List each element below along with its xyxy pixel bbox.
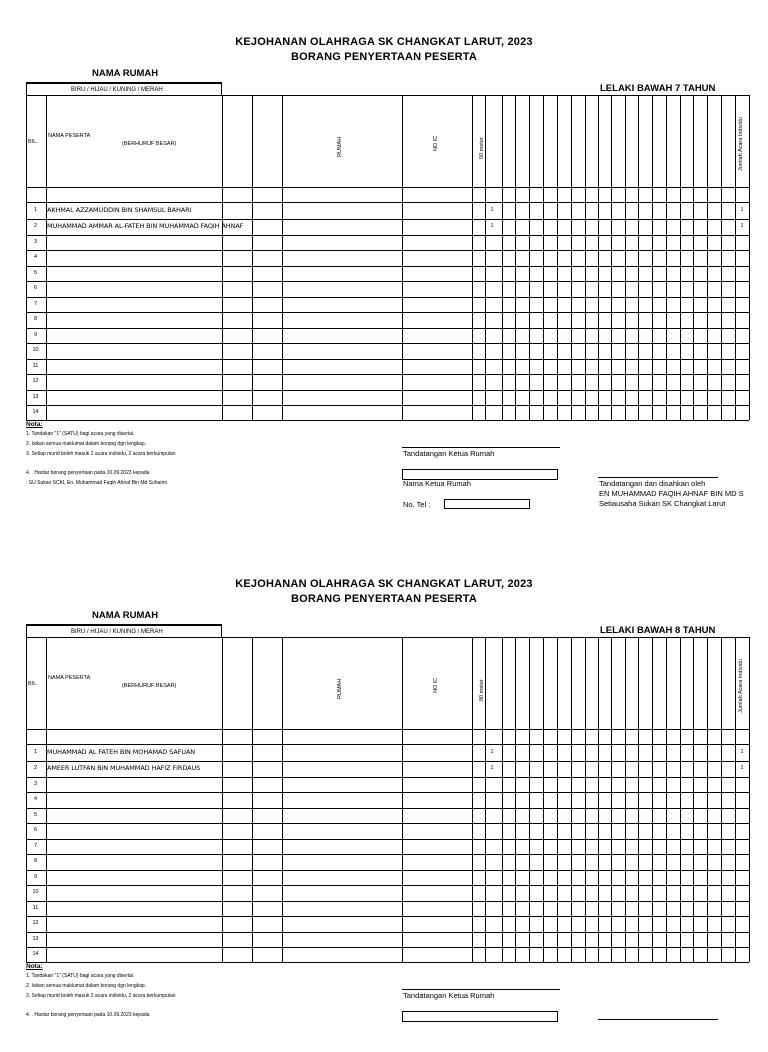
grid-column-line bbox=[502, 95, 503, 420]
row-number: 11 bbox=[32, 905, 39, 911]
grid-column-line bbox=[472, 637, 473, 962]
row-number: 14 bbox=[32, 409, 39, 415]
grid-row-line bbox=[26, 187, 749, 188]
participant-name: AKHMAL AZZAMUDDIN BIN SHAMSUL BAHARI bbox=[47, 206, 192, 214]
grid-row-line bbox=[26, 637, 749, 638]
grid-column-line bbox=[585, 637, 586, 962]
grid-column-line bbox=[611, 637, 612, 962]
entry-table bbox=[26, 637, 749, 962]
disahkan-label: Tandatangan dan disahkan oleh bbox=[599, 479, 706, 488]
category-label: LELAKI BAWAH 8 TAHUN bbox=[600, 625, 716, 636]
grid-row-line bbox=[26, 947, 749, 948]
grid-column-line bbox=[611, 95, 612, 420]
grid-column-line bbox=[252, 637, 253, 962]
row-number: 9 bbox=[33, 332, 38, 338]
row-number: 8 bbox=[33, 316, 38, 322]
grid-column-line bbox=[529, 95, 530, 420]
note-4: 4. . Hantar borang penyertaan pada 10.09.2023 kepada bbox=[26, 470, 150, 476]
grid-column-line bbox=[721, 637, 722, 962]
grid-row-line bbox=[26, 202, 749, 203]
header-rumah: RUMAH bbox=[337, 136, 343, 157]
total-mark: 1 bbox=[740, 765, 744, 771]
nota-label: Nota: bbox=[26, 421, 43, 428]
officer-position: Setiausaha Sukan SK Changkat Larut bbox=[599, 499, 726, 508]
row-number: 5 bbox=[33, 812, 38, 818]
note-2: 2. Isikan semua maklumat dalam borang dgn lengkap. bbox=[26, 441, 147, 447]
grid-column-line bbox=[652, 637, 653, 962]
phone-box[interactable] bbox=[444, 499, 530, 509]
grid-column-line bbox=[680, 637, 681, 962]
officer-sign-line bbox=[598, 477, 718, 478]
header-event: 50 meter bbox=[479, 137, 485, 159]
grid-column-line bbox=[571, 637, 572, 962]
officer-name: EN MUHAMMAD FAQIH AHNAF BIN MD S bbox=[599, 489, 744, 498]
row-number: 7 bbox=[33, 301, 38, 307]
nota-label: Nota: bbox=[26, 963, 43, 970]
row-number: 3 bbox=[33, 239, 38, 245]
row-number: 4 bbox=[33, 796, 38, 802]
grid-row-line bbox=[26, 885, 749, 886]
grid-row-line bbox=[26, 95, 749, 96]
grid-column-line bbox=[46, 637, 47, 962]
total-mark: 1 bbox=[740, 223, 744, 229]
nama-rumah-label: NAMA RUMAH bbox=[92, 610, 159, 621]
grid-row-line bbox=[26, 420, 749, 421]
grid-column-line bbox=[625, 95, 626, 420]
row-number: 2 bbox=[33, 765, 38, 771]
row-number: 8 bbox=[33, 858, 38, 864]
participant-name: AMEER LUTFAN BIN MUHAMMAD HAFIZ FIRDAUS bbox=[47, 764, 201, 772]
row-number: 2 bbox=[33, 223, 38, 229]
grid-row-line bbox=[26, 839, 749, 840]
total-mark: 1 bbox=[740, 207, 744, 213]
grid-column-line bbox=[543, 95, 544, 420]
header-jumlah-acara: Jumlah Acara Individu bbox=[738, 659, 744, 713]
ketua-sign-line bbox=[402, 447, 560, 448]
note-3: 3. Setiap murid boleh masuk 2 acara individu, 2 acara berkumpulan bbox=[26, 451, 176, 457]
grid-row-line bbox=[26, 901, 749, 902]
grid-row-line bbox=[26, 854, 749, 855]
row-number: 6 bbox=[33, 827, 38, 833]
grid-row-line bbox=[26, 916, 749, 917]
grid-row-line bbox=[26, 219, 749, 220]
grid-row-line bbox=[26, 312, 749, 313]
grid-row-line bbox=[26, 359, 749, 360]
grid-row-line bbox=[26, 343, 749, 344]
event-mark: 1 bbox=[490, 765, 494, 771]
grid-column-line bbox=[652, 95, 653, 420]
note-3: 3. Setiap murid boleh masuk 2 acara individu, 2 acara berkumpulan bbox=[26, 993, 176, 999]
header-nama-peserta: NAMA PESERTA bbox=[48, 133, 91, 139]
grid-row-line bbox=[26, 281, 749, 282]
officer-sign-line bbox=[598, 1019, 718, 1020]
header-event: 80 meter bbox=[479, 679, 485, 701]
grid-column-line bbox=[638, 637, 639, 962]
grid-column-line bbox=[693, 95, 694, 420]
note-2: 2. Isikan semua maklumat dalam borang dgn lengkap. bbox=[26, 983, 147, 989]
participant-name: MUHAMMAD AL FATEH BIN MOHAMAD SAFUAN bbox=[47, 748, 196, 756]
grid-row-line bbox=[26, 390, 749, 391]
grid-row-line bbox=[26, 744, 749, 745]
grid-row-line bbox=[26, 297, 749, 298]
grid-column-line bbox=[749, 637, 750, 962]
grid-column-line bbox=[485, 637, 486, 962]
row-number: 14 bbox=[32, 951, 39, 957]
note-5: : SU Sukan SCKL En. Muhammad Faqih Ahnaf Bin Md Suhaimi bbox=[26, 480, 167, 486]
row-number: 7 bbox=[33, 843, 38, 849]
grid-row-line bbox=[26, 374, 749, 375]
note-1: 1. Tandakan "1" (SATU) bagi acara yang disertai. bbox=[26, 973, 135, 979]
form-subtitle: BORANG PENYERTAAN PESERTA bbox=[290, 593, 478, 605]
grid-column-line bbox=[485, 95, 486, 420]
note-1: 1. Tandakan "1" (SATU) bagi acara yang disertai. bbox=[26, 431, 135, 437]
total-mark: 1 bbox=[740, 749, 744, 755]
grid-column-line bbox=[571, 95, 572, 420]
grid-row-line bbox=[26, 962, 749, 963]
header-berhuruf-besar: (BERHURUF BESAR) bbox=[122, 683, 177, 689]
grid-row-line bbox=[26, 328, 749, 329]
grid-column-line bbox=[472, 95, 473, 420]
house-colors: BIRU / HIJAU / KUNING / MERAH bbox=[26, 624, 222, 638]
row-number: 1 bbox=[33, 749, 38, 755]
grid-column-line bbox=[735, 95, 736, 420]
grid-row-line bbox=[26, 777, 749, 778]
grid-row-line bbox=[26, 729, 749, 730]
grid-column-line bbox=[282, 95, 283, 420]
note-4: 4. . Hantar borang penyertaan pada 10.09.2023 kepada bbox=[26, 1012, 150, 1018]
header-berhuruf-besar: (BERHURUF BESAR) bbox=[122, 141, 177, 147]
header-jumlah-acara: Jumlah Acara Individu bbox=[738, 117, 744, 171]
grid-column-line bbox=[282, 637, 283, 962]
row-number: 1 bbox=[33, 207, 38, 213]
grid-column-line bbox=[735, 637, 736, 962]
phone-label: No. Tel : bbox=[403, 500, 431, 509]
row-number: 11 bbox=[32, 363, 39, 369]
entry-table bbox=[26, 95, 749, 420]
event-mark: 1 bbox=[490, 223, 494, 229]
grid-column-line bbox=[402, 637, 403, 962]
ketua-sign-line bbox=[402, 989, 560, 990]
grid-column-line bbox=[252, 95, 253, 420]
grid-column-line bbox=[707, 637, 708, 962]
grid-row-line bbox=[26, 870, 749, 871]
grid-column-line bbox=[638, 95, 639, 420]
grid-row-line bbox=[26, 250, 749, 251]
grid-row-line bbox=[26, 792, 749, 793]
grid-column-line bbox=[693, 637, 694, 962]
row-number: 6 bbox=[33, 285, 38, 291]
grid-column-line bbox=[666, 95, 667, 420]
grid-column-line bbox=[625, 637, 626, 962]
event-mark: 1 bbox=[490, 207, 494, 213]
grid-column-line bbox=[707, 95, 708, 420]
grid-column-line bbox=[680, 95, 681, 420]
grid-column-line bbox=[515, 95, 516, 420]
grid-column-line bbox=[557, 95, 558, 420]
form-subtitle: BORANG PENYERTAAN PESERTA bbox=[290, 51, 478, 63]
event-mark: 1 bbox=[490, 749, 494, 755]
grid-column-line bbox=[515, 637, 516, 962]
grid-column-line bbox=[529, 637, 530, 962]
row-number: 3 bbox=[33, 781, 38, 787]
grid-row-line bbox=[26, 405, 749, 406]
grid-column-line bbox=[585, 95, 586, 420]
grid-row-line bbox=[26, 808, 749, 809]
header-nama-peserta: NAMA PESERTA bbox=[48, 675, 91, 681]
ketua-sign-label: Tandatangan Ketua Rumah bbox=[403, 449, 495, 458]
header-rumah: RUMAH bbox=[337, 678, 343, 699]
grid-column-line bbox=[557, 637, 558, 962]
grid-column-line bbox=[402, 95, 403, 420]
grid-column-line bbox=[598, 637, 599, 962]
header-no-ic: NO IC bbox=[433, 677, 439, 693]
nama-rumah-label: NAMA RUMAH bbox=[92, 68, 159, 79]
grid-column-line bbox=[222, 637, 223, 962]
grid-column-line bbox=[666, 637, 667, 962]
row-number: 13 bbox=[32, 394, 39, 400]
grid-column-line bbox=[749, 95, 750, 420]
ketua-name-label: Nama Ketua Rumah bbox=[403, 479, 471, 488]
grid-column-line bbox=[502, 637, 503, 962]
grid-column-line bbox=[721, 95, 722, 420]
row-number: 9 bbox=[33, 874, 38, 880]
header-no-ic: NO IC bbox=[433, 135, 439, 151]
form-title: KEJOHANAN OLAHRAGA SK CHANGKAT LARUT, 2023 bbox=[235, 578, 533, 590]
grid-row-line bbox=[26, 235, 749, 236]
row-number: 12 bbox=[32, 378, 39, 384]
grid-row-line bbox=[26, 823, 749, 824]
entry-form bbox=[0, 542, 768, 1052]
ketua-name-box[interactable] bbox=[402, 1011, 558, 1022]
grid-column-line bbox=[46, 95, 47, 420]
row-number: 13 bbox=[32, 936, 39, 942]
entry-form bbox=[0, 0, 768, 510]
row-number: 4 bbox=[33, 254, 38, 260]
row-number: 5 bbox=[33, 270, 38, 276]
grid-row-line bbox=[26, 266, 749, 267]
ketua-sign-label: Tandatangan Ketua Rumah bbox=[403, 991, 495, 1000]
grid-column-line bbox=[222, 95, 223, 420]
grid-column-line bbox=[543, 637, 544, 962]
form-title: KEJOHANAN OLAHRAGA SK CHANGKAT LARUT, 2023 bbox=[235, 36, 533, 48]
category-label: LELAKI BAWAH 7 TAHUN bbox=[600, 83, 716, 94]
header-bil: BIL. bbox=[28, 139, 38, 145]
row-number: 12 bbox=[32, 920, 39, 926]
house-colors: BIRU / HIJAU / KUNING / MERAH bbox=[26, 82, 222, 96]
grid-column-line bbox=[598, 95, 599, 420]
header-bil: BIL. bbox=[28, 681, 38, 687]
row-number: 10 bbox=[32, 347, 39, 353]
grid-row-line bbox=[26, 932, 749, 933]
grid-row-line bbox=[26, 761, 749, 762]
row-number: 10 bbox=[32, 889, 39, 895]
participant-name: MUHAMMAD AMMAR AL-FATEH BIN MUHAMMAD FAQIH AHNAF bbox=[47, 222, 244, 230]
